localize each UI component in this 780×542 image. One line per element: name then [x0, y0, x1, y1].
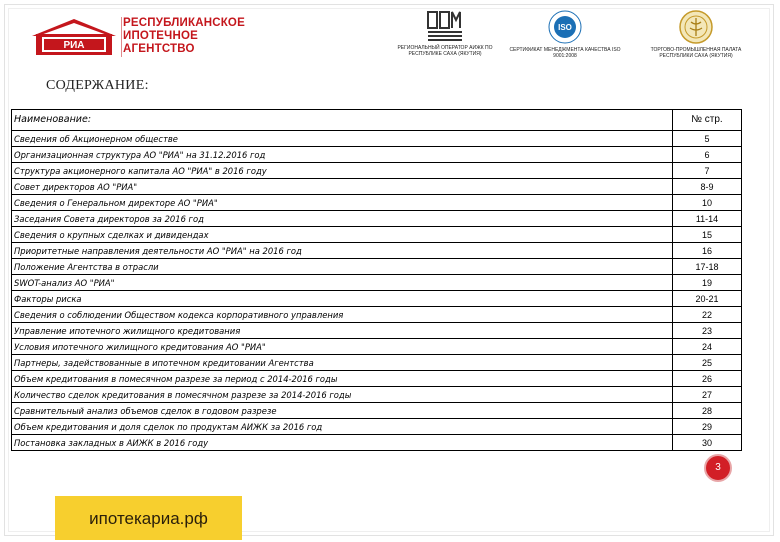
- table-row: [12, 163, 742, 179]
- company-name-line-1: РЕСПУБЛИКАНСКОЕ: [123, 17, 245, 29]
- partner-caption-2: СЕРТИФИКАТ МЕНЕДЖМЕНТА КАЧЕСТВА ISO 9001:2008: [509, 47, 621, 59]
- section-page: 7: [673, 163, 742, 179]
- section-title: Положение Агентства в отрасли: [12, 259, 673, 275]
- website-banner[interactable]: ипотекариа.рф: [55, 496, 242, 540]
- section-title: Сведения о соблюдении Обществом кодекса корпоративного управления: [12, 307, 673, 323]
- table-row: [12, 307, 742, 323]
- table-row: [12, 147, 742, 163]
- table-row: [12, 419, 742, 435]
- section-page: 24: [673, 339, 742, 355]
- section-title: Сведения об Акционерном обществе: [12, 131, 673, 147]
- section-title: SWOT-анализ АО "РИА": [12, 275, 673, 291]
- company-name-line-3: АГЕНТСТВО: [123, 43, 195, 55]
- section-page: 17-18: [673, 259, 742, 275]
- company-name-line-2: ИПОТЕЧНОЕ: [123, 30, 198, 42]
- table-row: [12, 291, 742, 307]
- section-page: 25: [673, 355, 742, 371]
- partner-dom-rf: [385, 10, 505, 57]
- section-page: 11-14: [673, 211, 742, 227]
- house-logo-icon: [32, 18, 116, 56]
- table-row: [12, 275, 742, 291]
- partner-iso: [505, 10, 625, 59]
- table-row: [12, 259, 742, 275]
- page-title: СОДЕРЖАНИЕ:: [46, 78, 149, 93]
- section-page: 27: [673, 387, 742, 403]
- section-title: Структура акционерного капитала АО "РИА" в 2016 году: [12, 163, 673, 179]
- column-header-name: Наименование:: [12, 110, 673, 131]
- section-page: 20-21: [673, 291, 742, 307]
- section-title: Количество сделок кредитования в помесячном разрезе за 2014-2016 годы: [12, 387, 673, 403]
- section-title: Партнеры, задействованные в ипотечном кредитовании Агентства: [12, 355, 673, 371]
- chamber-of-commerce-logo-icon: [679, 10, 713, 44]
- section-page: 22: [673, 307, 742, 323]
- section-page: 5: [673, 131, 742, 147]
- section-title: Приоритетные направления деятельности АО "РИА" на 2016 год: [12, 243, 673, 259]
- section-page: 15: [673, 227, 742, 243]
- section-title: Сведения о Генеральном директоре АО "РИА": [12, 195, 673, 211]
- table-row: [12, 195, 742, 211]
- dom-rf-logo-icon: [425, 10, 465, 42]
- section-title: Условия ипотечного жилищного кредитования АО "РИА": [12, 339, 673, 355]
- section-title: Заседания Совета директоров за 2016 год: [12, 211, 673, 227]
- table-row: [12, 179, 742, 195]
- partner-caption-3: ТОРГОВО-ПРОМЫШЛЕННАЯ ПАЛАТА РЕСПУБЛИКИ САХА (ЯКУТИЯ): [650, 47, 742, 59]
- table-row: [12, 387, 742, 403]
- logo-divider: [121, 17, 122, 57]
- section-title: Организационная структура АО "РИА" на 31.12.2016 год: [12, 147, 673, 163]
- section-page: 26: [673, 371, 742, 387]
- section-title: Сведения о крупных сделках и дивидендах: [12, 227, 673, 243]
- ria-logo: [32, 18, 116, 56]
- section-page: 10: [673, 195, 742, 211]
- table-row: [12, 131, 742, 147]
- table-row: [12, 339, 742, 355]
- table-header-row: [12, 110, 742, 131]
- svg-text:ISO: ISO: [558, 23, 572, 32]
- section-page: 16: [673, 243, 742, 259]
- table-row: [12, 355, 742, 371]
- table-row: [12, 403, 742, 419]
- section-title: Объем кредитования в помесячном разрезе за период с 2014-2016 годы: [12, 371, 673, 387]
- contents-table: [11, 109, 742, 451]
- page-number-badge: 3: [704, 454, 732, 482]
- section-page: 6: [673, 147, 742, 163]
- iso-certificate-logo-icon: [548, 10, 582, 44]
- company-name: [123, 17, 258, 56]
- section-page: 30: [673, 435, 742, 451]
- section-title: Управление ипотечного жилищного кредитования: [12, 323, 673, 339]
- table-row: [12, 243, 742, 259]
- table-row: [12, 323, 742, 339]
- table-row: [12, 211, 742, 227]
- table-row: [12, 435, 742, 451]
- section-page: 19: [673, 275, 742, 291]
- section-page: 29: [673, 419, 742, 435]
- section-title: Объем кредитования и доля сделок по продуктам АИЖК за 2016 год: [12, 419, 673, 435]
- logo-mark: РИА: [63, 40, 85, 51]
- partner-caption-1: РЕГИОНАЛЬНЫЙ ОПЕРАТОР АИЖК ПО РЕСПУБЛИКЕ САХА (ЯКУТИЯ): [397, 45, 493, 57]
- table-row: [12, 227, 742, 243]
- section-page: 23: [673, 323, 742, 339]
- partner-chamber: [636, 10, 756, 59]
- section-title: Факторы риска: [12, 291, 673, 307]
- column-header-page: № стр.: [673, 110, 742, 131]
- section-title: Сравнительный анализ объемов сделок в годовом разрезе: [12, 403, 673, 419]
- section-page: 8-9: [673, 179, 742, 195]
- table-row: [12, 371, 742, 387]
- section-title: Совет директоров АО "РИА": [12, 179, 673, 195]
- section-page: 28: [673, 403, 742, 419]
- section-title: Постановка закладных в АИЖК в 2016 году: [12, 435, 673, 451]
